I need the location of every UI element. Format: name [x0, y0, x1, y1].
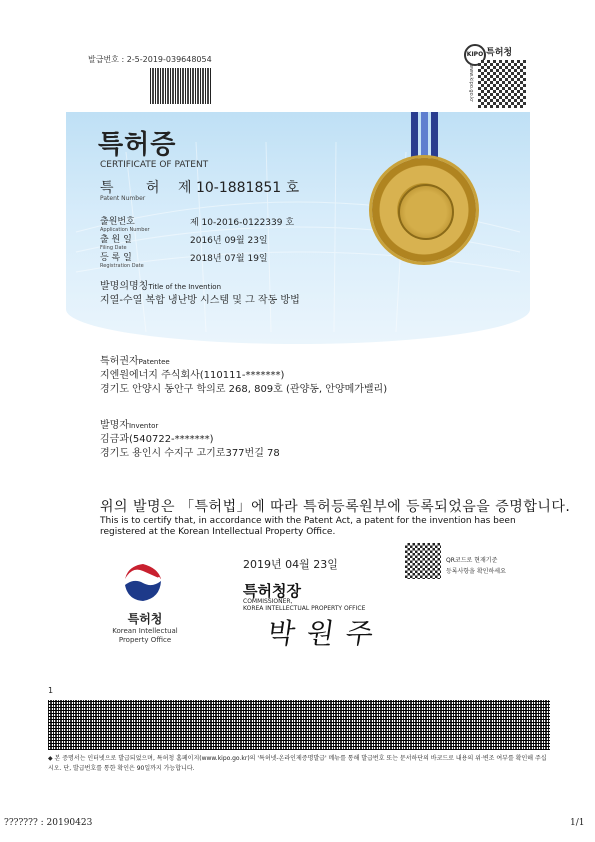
inventor-label — [100, 416, 158, 431]
bottom-barcode — [48, 700, 550, 750]
field-value: 2018년 07월 19일 — [190, 254, 268, 264]
commissioner-title: 특허청장 — [243, 582, 301, 600]
qr-note-line: QR코드로 현재기준 — [446, 557, 498, 564]
certificate-title-en: CERTIFICATE OF PATENT — [100, 160, 209, 170]
seal-emblem-icon — [398, 184, 454, 240]
verify-qr-code — [405, 543, 441, 579]
commissioner-en-line: COMMISSIONER, — [243, 598, 293, 605]
certificate-title: 특허증 — [98, 130, 177, 160]
kipo-label: 특허청 — [486, 48, 513, 58]
kipo-seal-icon: KIPO — [464, 44, 486, 66]
patentee-address: 경기도 안양시 동안구 학의로 268, 809호 (관양동, 안양메가밸리) — [100, 384, 388, 395]
patent-number: 제 10-1881851 호 — [178, 180, 300, 196]
commissioner-en-line: KOREA INTELLECTUAL PROPERTY OFFICE — [243, 605, 366, 612]
patentee-name: 지엔원에너지 주식회사(110111-*******) — [100, 370, 285, 381]
inventor-label-ko: 발명자 — [100, 420, 129, 431]
field-label: 출원번호 — [100, 217, 135, 227]
field-value: 제 10-2016-0122339 호 — [190, 218, 295, 228]
page-index: 1 — [48, 686, 54, 695]
logo-name-en — [100, 627, 190, 645]
qr-note-line: 등록사항을 확인하세요 — [446, 568, 506, 575]
logo-name-ko: 특허청 — [127, 612, 163, 626]
logo-name-en-line: Korean Intellectual — [112, 627, 178, 635]
patentee-label-en: Patentee — [138, 358, 170, 366]
inventor-name: 김금과(540722-*******) — [100, 434, 214, 445]
issue-number: 발급번호 : 2-5-2019-039648054 — [88, 55, 212, 64]
footer-print-date: ??????? : 20190423 — [4, 818, 93, 828]
invention-title-label — [100, 277, 221, 292]
field-filing — [100, 232, 132, 251]
verification-notice: ◆ 본 증명서는 인터넷으로 발급되었으며, 특허청 홈페이지(www.kipo.go.kr)의 '특허넷-온라인제증명발급' 메뉴를 통해 발급번호 또는 문서하단의 바코드로 내용의 위·변조 여부를 확인해 주십시오. 단, 발급번호를 통한 확인은 90일까지 가능합니다. — [48, 755, 547, 772]
patent-number-en: Patent Number — [100, 195, 146, 202]
field-registration — [100, 250, 144, 269]
logo-name-en-line: Property Office — [118, 636, 172, 644]
issue-date: 2019년 04월 23일 — [243, 558, 338, 571]
invention-title: 지열-수열 복합 냉난방 시스템 및 그 작동 방법 — [100, 295, 300, 306]
field-label-en: Application Number — [100, 227, 150, 233]
footer-page-count: 1/1 — [570, 818, 585, 828]
inventor-label-en: Inventor — [128, 422, 159, 430]
field-label-en: Registration Date — [100, 263, 144, 269]
top-qr-code — [478, 60, 526, 108]
qr-note — [446, 555, 506, 577]
invention-title-label-ko: 발명의명칭 — [100, 281, 149, 292]
top-barcode — [150, 68, 212, 104]
kipo-url: www.kipo.go.kr — [468, 64, 474, 103]
field-application — [100, 214, 150, 233]
certification-statement-ko: 위의 발명은 「특허법」에 따라 특허등록원부에 등록되었음을 증명합니다. — [100, 499, 571, 515]
inventor-address: 경기도 용인시 수지구 고기로377번길 78 — [100, 448, 280, 459]
patent-label: 특 허 — [100, 180, 174, 196]
certification-statement-en: This is to certify that, in accordance with the Patent Act, a patent for the invention has been registered at the Korean Intellectual Property Office. — [100, 516, 516, 537]
commissioner-title-en — [243, 598, 365, 612]
patentee-label — [100, 352, 170, 367]
field-label-en: Filing Date — [100, 245, 127, 251]
patentee-label-ko: 특허권자 — [100, 356, 139, 367]
kipo-logo-icon — [122, 562, 164, 604]
commissioner-signature: 박원주 — [265, 617, 388, 650]
invention-title-label-en: Title of the Invention — [148, 283, 222, 291]
field-label: 등 록 일 — [100, 253, 132, 263]
field-label: 출 원 일 — [100, 235, 132, 245]
field-value: 2016년 09월 23일 — [190, 236, 268, 246]
